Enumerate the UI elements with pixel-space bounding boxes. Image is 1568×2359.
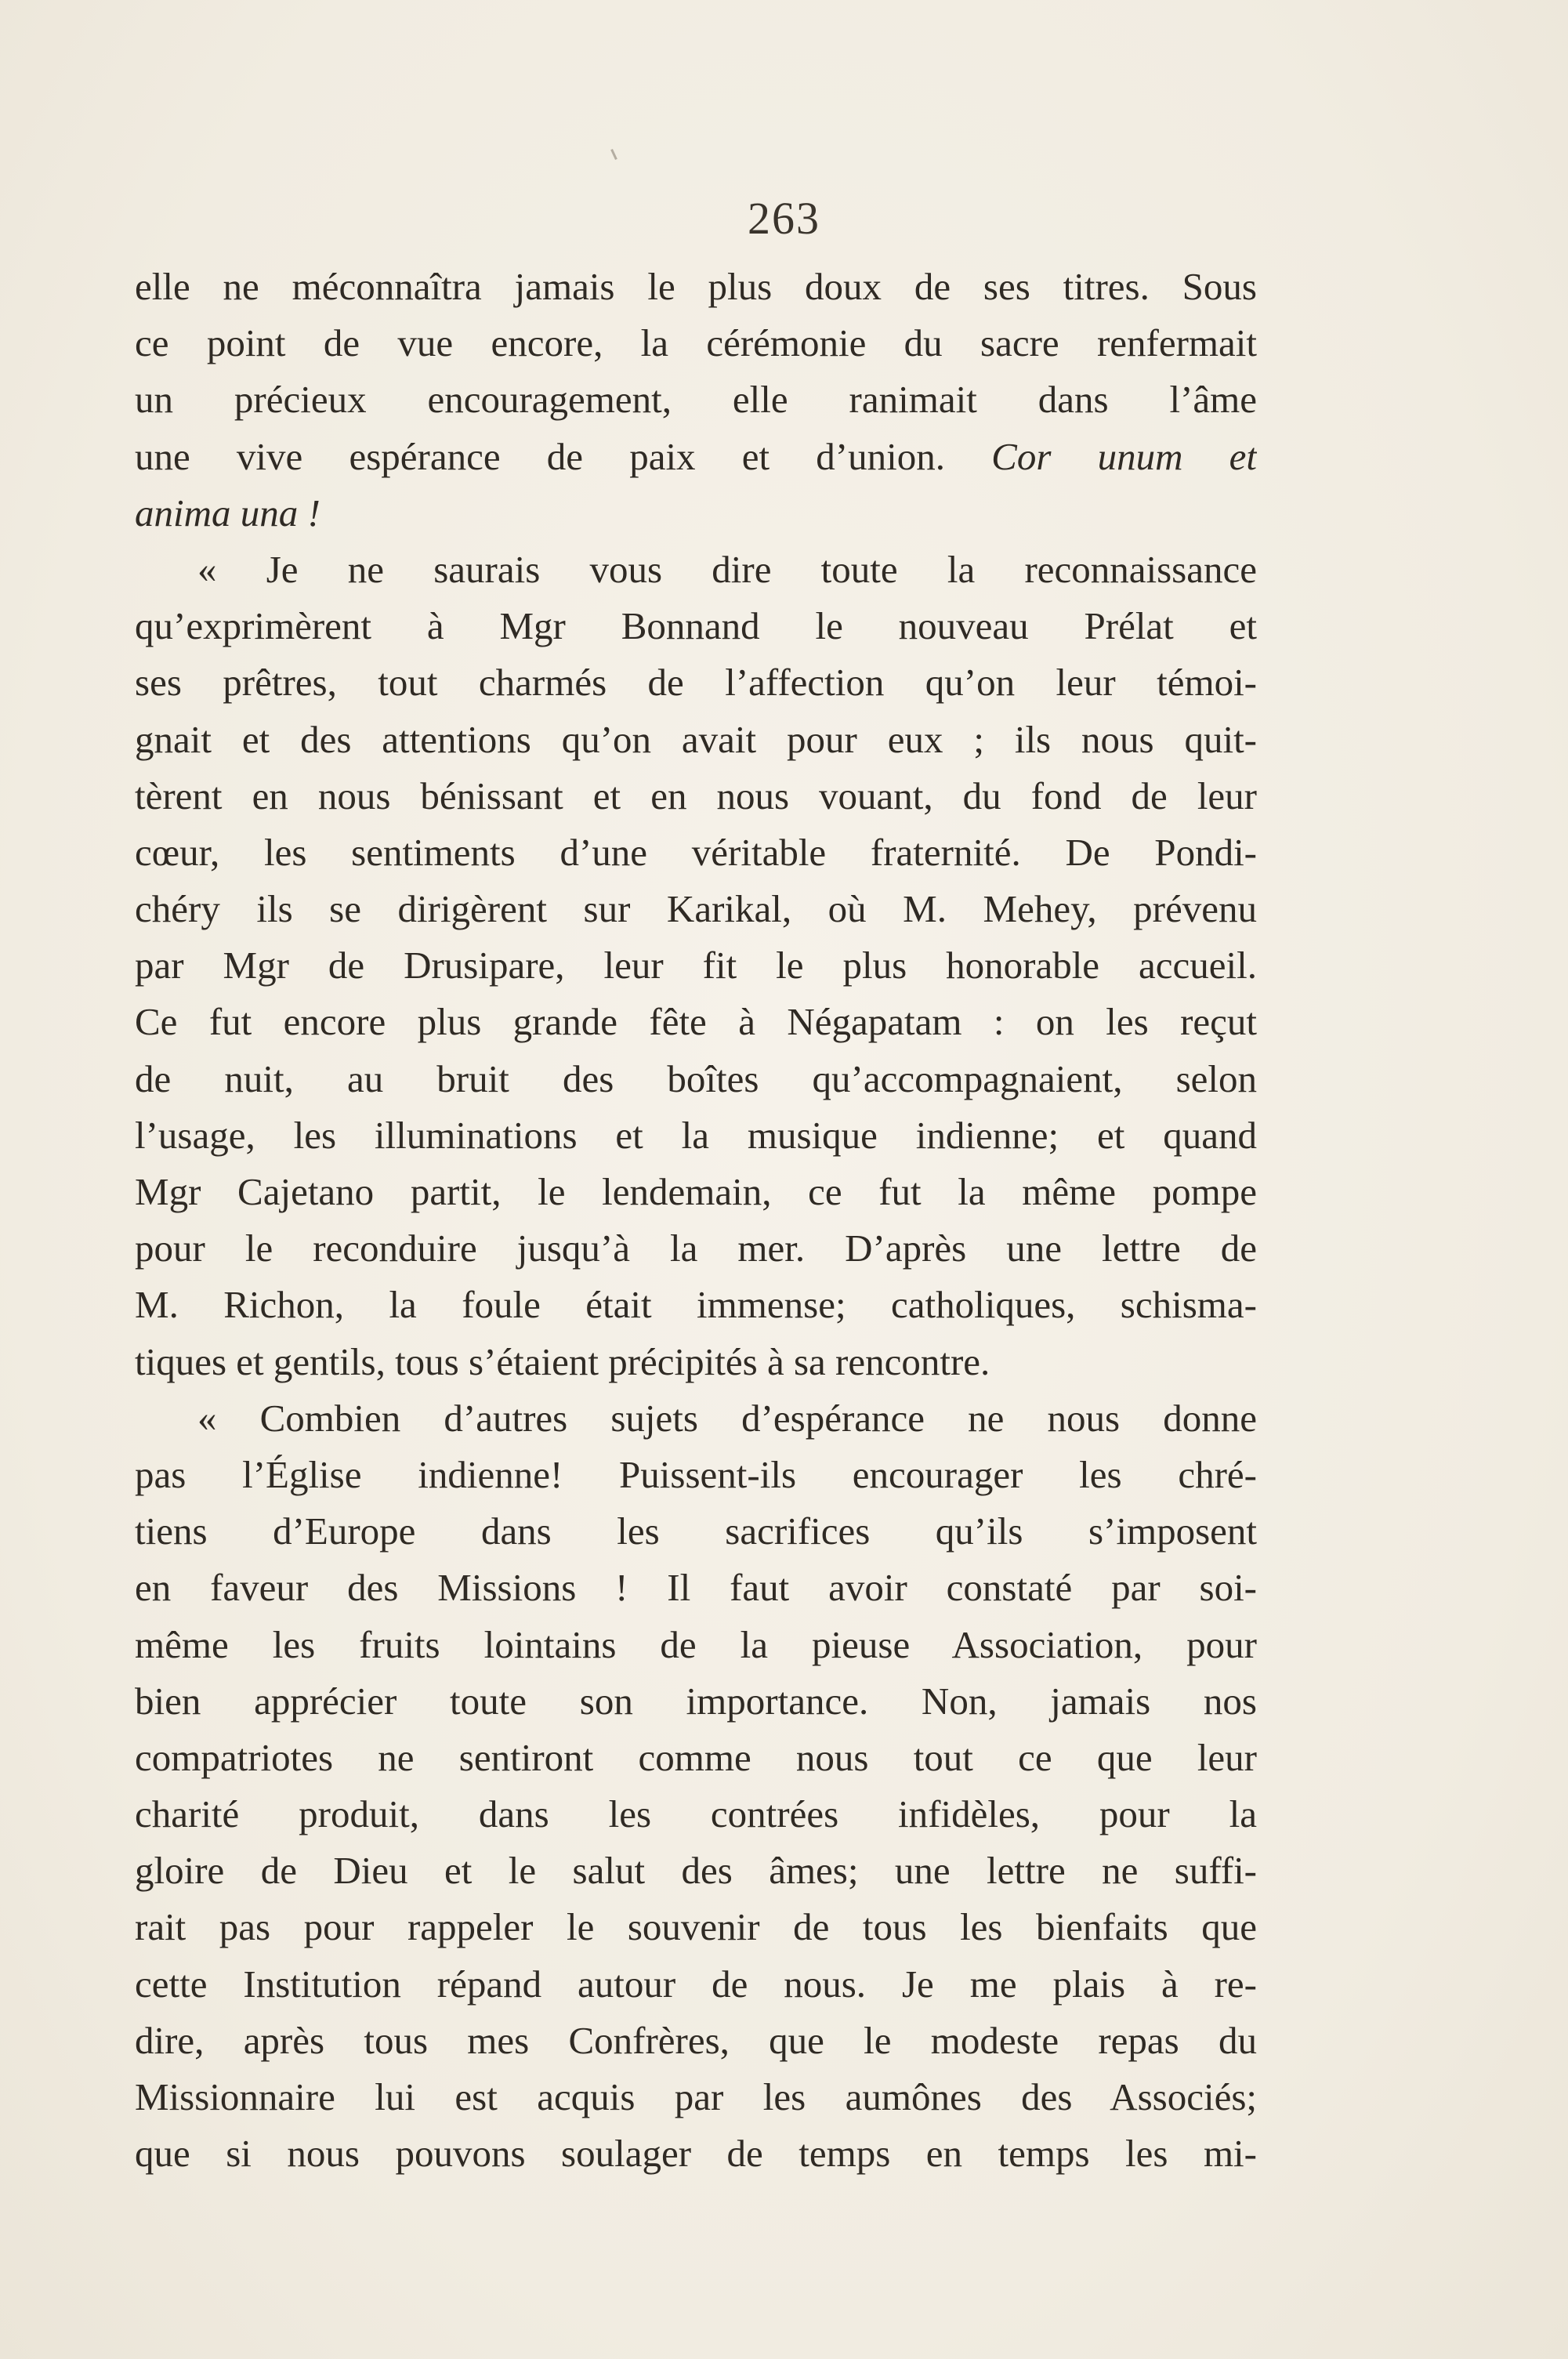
text-line: que si nous pouvons soulager de temps en temps les mi- xyxy=(135,2132,1257,2176)
text-line: en faveur des Missions ! Il faut avoir constaté par soi- xyxy=(135,1566,1257,1610)
text-line: l’usage, les illuminations et la musique indienne; et quand xyxy=(135,1113,1257,1157)
text-line: même les fruits lointains de la pieuse Association, pour xyxy=(135,1622,1257,1666)
body-text xyxy=(135,259,1257,2182)
text-line: elle ne méconnaîtra jamais le plus doux de ses titres. Sous xyxy=(135,265,1257,308)
text-line: bien apprécier toute son importance. Non, jamais nos xyxy=(135,1679,1257,1723)
text-line: M. Richon, la foule était immense; catholiques, schisma- xyxy=(135,1283,1257,1327)
text-line: tiens d’Europe dans les sacrifices qu’ils s’imposent xyxy=(135,1509,1257,1553)
text-line: une vive espérance de paix et d’union. Cor unum et xyxy=(135,434,1257,478)
text-line: pour le reconduire jusqu’à la mer. D’après une lettre de xyxy=(135,1227,1257,1270)
text-line: anima una ! xyxy=(135,491,320,534)
text-line: chéry ils se dirigèrent sur Karikal, où M. Mehey, prévenu xyxy=(135,887,1257,931)
text-line: de nuit, au bruit des boîtes qu’accompagnaient, selon xyxy=(135,1056,1257,1100)
text-line: cette Institution répand autour de nous. Je me plais à re- xyxy=(135,1962,1257,2006)
text-line: Mgr Cajetano partit, le lendemain, ce fut la même pompe xyxy=(135,1170,1257,1213)
text-line: compatriotes ne sentiront comme nous tout ce que leur xyxy=(135,1735,1257,1779)
text-line: gloire de Dieu et le salut des âmes; une lettre ne suffi- xyxy=(135,1849,1257,1893)
text-line: Ce fut encore plus grande fête à Négapatam : on les reçut xyxy=(135,1000,1257,1044)
page-number: 263 xyxy=(748,193,820,244)
text-line: ses prêtres, tout charmés de l’affection qu’on leur témoi- xyxy=(135,661,1257,705)
text-line: rait pas pour rappeler le souvenir de tous les bienfaits que xyxy=(135,1905,1257,1949)
text-line: tèrent en nous bénissant et en nous vouant, du fond de leur xyxy=(135,774,1257,817)
text-line: par Mgr de Drusipare, leur fit le plus honorable accueil. xyxy=(135,944,1257,987)
text-line: « Combien d’autres sujets d’espérance ne nous donne xyxy=(197,1396,1257,1440)
text-line: Missionnaire lui est acquis par les aumônes des Associés; xyxy=(135,2075,1257,2118)
text-line: « Je ne saurais vous dire toute la reconnaissance xyxy=(197,547,1257,591)
text-line: qu’exprimèrent à Mgr Bonnand le nouveau Prélat et xyxy=(135,604,1257,648)
ink-speck xyxy=(610,149,617,160)
text-line: ce point de vue encore, la cérémonie du sacre renfermait xyxy=(135,321,1257,365)
text-line: gnait et des attentions qu’on avait pour eux ; ils nous quit- xyxy=(135,717,1257,761)
text-line: pas l’Église indienne! Puissent-ils encourager les chré- xyxy=(135,1452,1257,1496)
text-line: dire, après tous mes Confrères, que le modeste repas du xyxy=(135,2018,1257,2062)
text-line: cœur, les sentiments d’une véritable fraternité. De Pondi- xyxy=(135,830,1257,874)
text-line: charité produit, dans les contrées infidèles, pour la xyxy=(135,1792,1257,1836)
text-line: un précieux encouragement, elle ranimait dans l’âme xyxy=(135,378,1257,422)
text-line: tiques et gentils, tous s’étaient précipités à sa rencontre. xyxy=(135,1339,990,1383)
